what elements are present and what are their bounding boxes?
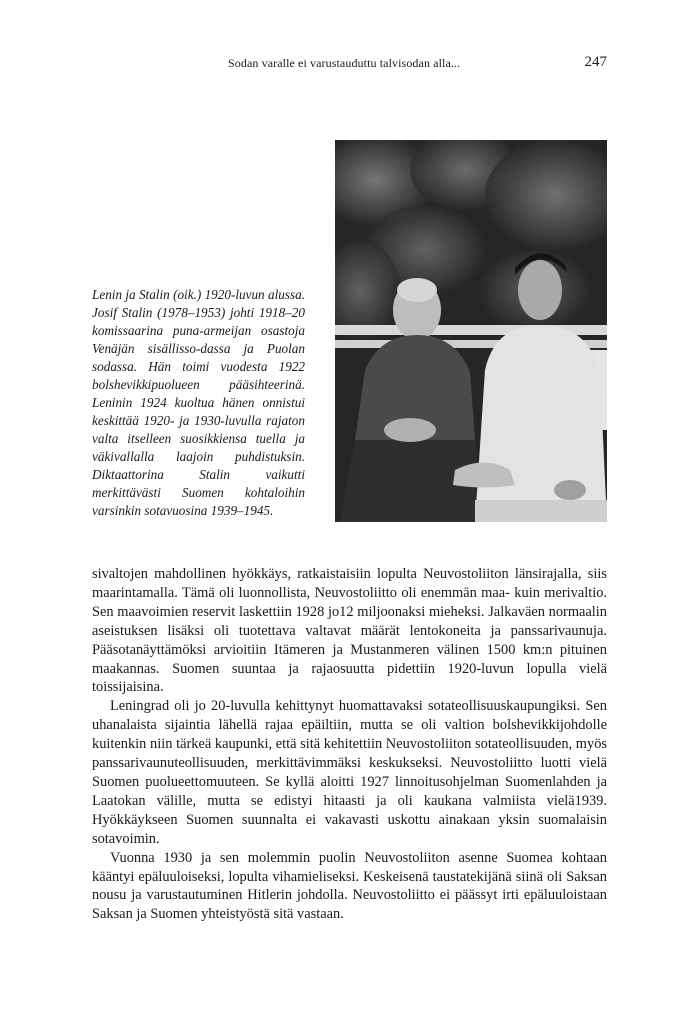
paragraph: Vuonna 1930 ja sen molemmin puolin Neuvostoliiton asenne Suomea kohtaan kääntyi epäluuloiseksi, lopulta vihamieliseksi. Keskeisenä taustatekijänä siinä oli Saksan nousu ja varustautuminen Hitlerin johdolla. Neuvostoliitto ei päässyt irti epäluuloistaan Saksan ja Suomen yhteistyöstä sitä vastaan. [92, 849, 607, 923]
photograph [335, 140, 607, 522]
paragraph: sivaltojen mahdollinen hyökkäys, ratkaistaisiin lopulta Neuvostoliiton länsirajalla, siis maarintamalla. Tämä oli luonnollista, Neuvostoliitto oli enemmän maa- kuin merivaltio. Sen maavoimien reservit laskettiin 1928 jo12 miljoonaksi mieheksi. Jalkaväen normaalin aseistuksen lisäksi oli tuotettava valtavat määrät lentokoneita ja panssarivaunuja. Pääsotanäyttämöksi arvioitiin Itämeren ja Mustanmeren välinen 1500 km:n pituinen maakannas. Suomen suuntaa ja rajaosuutta pidettiin 1920-luvun lopulla vielä toissijaisina. [92, 566, 607, 696]
page-number: 247 [584, 54, 607, 70]
running-head: Sodan varalle ei varustauduttu talvisodan alla... [228, 56, 461, 70]
photo-illustration [335, 140, 607, 522]
paragraph: Leningrad oli jo 20-luvulla kehittynyt huomattavaksi sotateollisuuskaupungiksi. Sen uhanalaista sijaintia lähellä rajaa epäiltiin, mutta se oli valtion bolshevikkijohdolle kuitenkin niin tärkeä kaupunki, että sitä kehitettiin Neuvostoliiton sotateollisuuden, myös panssarivaunuteollisuuden, merkittävimmäksi keskukseksi. Neuvostoliitto luotti vielä Suomen puolueettomuuteen. Se kyllä aloitti 1927 linnoitusohjelman Suomenlahden ja Laatokan välille, mutta se edistyi hitaasti ja oli kaukana valmiista vielä1939. Hyökkäykseen Suomen suunnalta ei vakavasti uskottu ainakaan yksin suomalaisin sotavoimin. [92, 698, 607, 847]
photo-caption: Lenin ja Stalin (oik.) 1920-luvun alussa. Josif Stalin (1978–1953) johti 1918–20 komissaarina puna-armeijan osastoja Venäjän sisällisso-dassa ja Puolan sodassa. Hän toimi vuodesta 1922 bolshevikkipuolueen pääsihteerinä. Leninin 1924 kuoltua hänen onnistui keskittää 1920- ja 1930-luvulla rajaton valta itselleen suosikkiensa tuella ja väkivallalla laajoin puhdistuksin. Diktaattorina Stalin vaikutti merkittävästi Suomen kohtaloihin varsinkin sotavuosina 1939–1945. [92, 287, 305, 518]
page-header [92, 56, 607, 76]
body-text [92, 565, 607, 924]
